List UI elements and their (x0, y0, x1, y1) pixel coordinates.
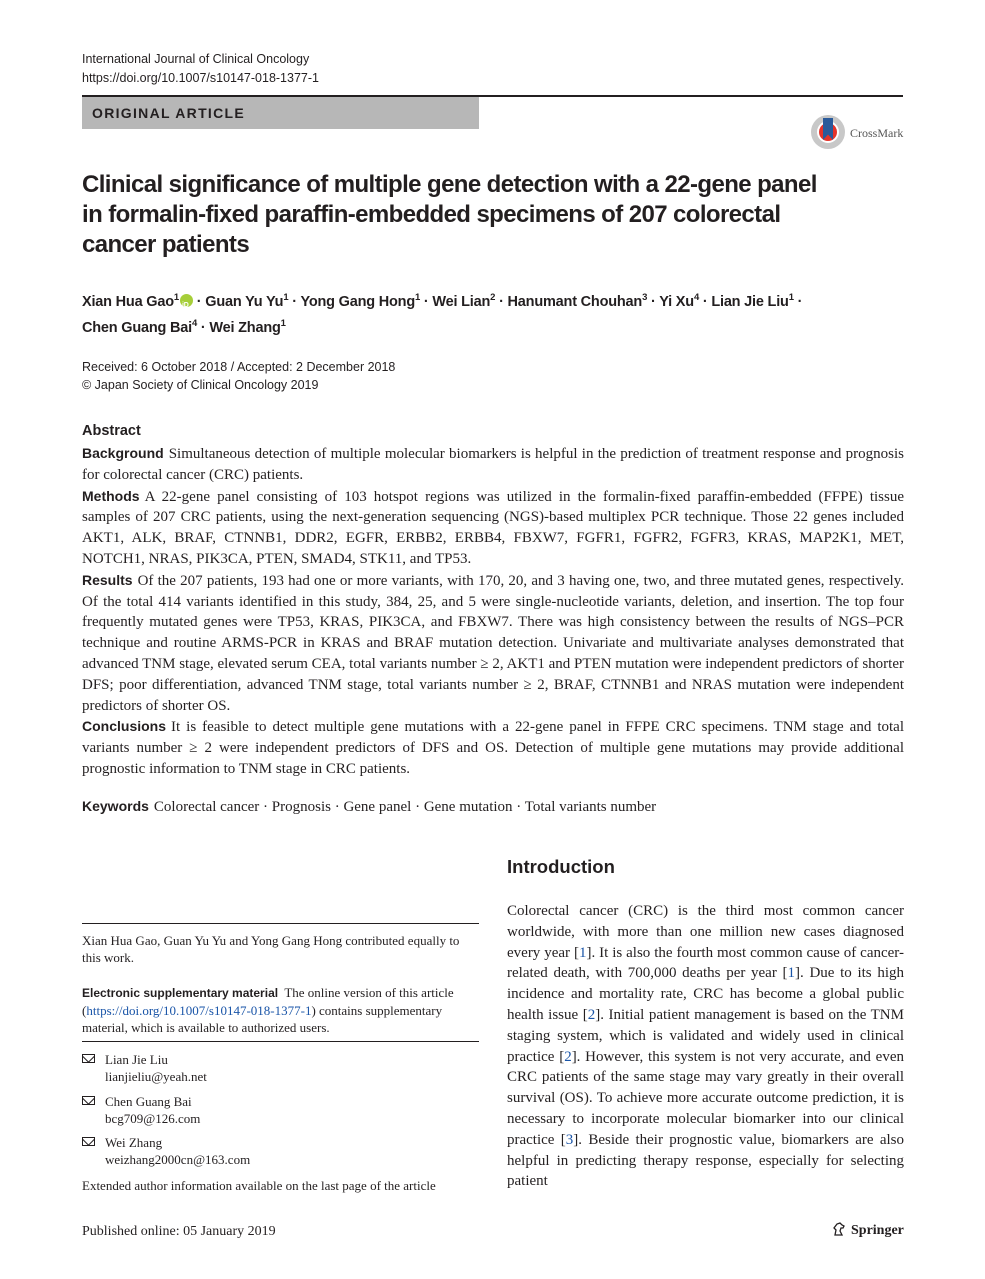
intro-text: ]. Initial patient management is based on the TNM staging system, which is validated and widely used in clinical practice [ (507, 1006, 904, 1065)
results-label: Results (82, 571, 133, 588)
doi-link[interactable]: https://doi.org/10.1007/s10147-018-1377-1 (82, 71, 319, 85)
abstract-body (82, 443, 904, 780)
author-name[interactable]: Wei Zhang (209, 319, 281, 336)
abstract-background (82, 443, 904, 486)
article-type-banner (82, 97, 479, 129)
intro-text: ]. Beside their prognostic value, biomarkers are also helpful in predicting therapy response, especially for selecting patient (507, 1131, 904, 1190)
envelope-icon (82, 1096, 95, 1105)
author-name[interactable]: Xian Hua Gao (82, 293, 174, 310)
article-dates (82, 358, 395, 394)
abstract-heading: Abstract (82, 423, 141, 439)
citation-link[interactable]: 2 (587, 1006, 596, 1023)
author-affiliation: 3 (642, 292, 648, 303)
supplementary-note (82, 984, 479, 1036)
conclusions-label: Conclusions (82, 718, 167, 735)
citation-link[interactable]: 1 (578, 944, 587, 961)
contact-name: Lian Jie Liu (105, 1052, 168, 1067)
supplementary-link[interactable]: https://doi.org/10.1007/s10147-018-1377-1 (86, 1003, 312, 1018)
publisher-name: Springer (851, 1223, 904, 1238)
intro-text: ]. However, this system is not very accurate, and even CRC patients of the same stage may vary greatly in their overall survival (OS). To achieve more accurate outcome prediction, it is necessary to incorporate molecular biomarker into our clinical practice [ (507, 1048, 904, 1148)
background-text: Simultaneous detection of multiple molecular biomarkers is helpful in the prediction of treatment response and prognosis for colorectal cancer (CRC) patients. (82, 446, 904, 483)
contribution-note: Xian Hua Gao, Guan Yu Yu and Yong Gang Hong contributed equally to this work. (82, 933, 460, 965)
methods-label: Methods (82, 487, 140, 504)
abstract-methods (82, 486, 904, 570)
orcid-icon[interactable] (180, 294, 193, 307)
author-name[interactable]: Chen Guang Bai (82, 319, 192, 336)
author-name[interactable]: Guan Yu Yu (205, 293, 284, 310)
published-date: Published online: 05 January 2019 (82, 1224, 276, 1239)
journal-name: International Journal of Clinical Oncology (82, 52, 310, 66)
envelope-icon (82, 1137, 95, 1146)
introduction-heading: Introduction (507, 856, 615, 877)
results-text: Of the 207 patients, 193 had one or more variants, with 170, 20, and 3 having one, two, and three mutated genes, respectively. Of the total 414 variants identified in this study, 384, 25, and 5 were single-nucleotide variants, deletion, and insertion. The top four frequently mutated genes were TP53, KRAS, PIK3CA, and FBXW7. There was high consistency between the results of NGS–PCR technique and routine ARMS-PCR in KRAS and BRAF mutation detection. Univariate and multivariate analyses demonstrated that advanced TNM stage, elevated serum CEA, total variants number ≥ 2, AKT1 and PTEN mutation were independent predictors of shorter DFS; poor differentiation, advanced TNM stage, total variants number ≥ 2, BRAF, CTNNB1 and NRAS mutation were independent predictors of shorter OS. (82, 572, 904, 714)
author-name[interactable]: Wei Lian (432, 293, 491, 310)
supplementary-text: The online version of this article ( (82, 985, 454, 1018)
author-affiliation: 1 (173, 292, 179, 303)
methods-text: A 22-gene panel consisting of 103 hotspot regions was utilized in the formalin-fixed paraffin-embedded (FFPE) tissue samples of 207 CRC patients, using the next-generation sequencing (NGS)-based multiplex PCR technique. Those 22 genes included AKT1, ALK, BRAF, CTNNB1, DDR2, EGFR, ERBB2, ERBB4, FBXW7, FGFR1, FGFR2, FGFR3, KRAS, MAP2K1, MET, NOTCH1, NRAS, PIK3CA, PTEN, SMAD4, STK11, and TP53. (82, 488, 904, 567)
crossmark-label: CrossMark (850, 126, 904, 140)
background-label: Background (82, 445, 164, 461)
citation-link[interactable]: 2 (564, 1048, 572, 1065)
copyright: © Japan Society of Clinical Oncology 2019 (82, 378, 319, 392)
author-affiliation: 4 (192, 317, 198, 329)
conclusions-text: It is feasible to detect multiple gene mutations with a 22-gene panel in FFPE CRC specimens. TNM stage and total variants number ≥ 2 were independent predictors of DFS and OS. Detection of multiple gene mutations may provide additional prognostic information to TNM stage in CRC patients. (82, 719, 904, 777)
author-list: Xian Hua Gao$^1$iD · Guan Yu $Yu^1$ · Yong Gang Hong$^1$ · Wei Lian$^2$ · Hanumant Chouhan$^3$ · Yi $Xu^4$ · Lian Jie Liu$^1$ · Chen Guang Bai$^4$ · Wei Zhang$^1$ (82, 287, 904, 339)
abstract-conclusions (82, 716, 904, 779)
contact-name: Chen Guang Bai (105, 1094, 192, 1109)
author-name[interactable]: Lian Jie Liu (711, 293, 789, 310)
journal-header (82, 50, 319, 88)
intro-text: Colorectal cancer (CRC) is the third most common cancer worldwide, with more than one million new cases diagnosed every year [ (507, 903, 904, 961)
envelope-icon (82, 1054, 95, 1063)
contact-email[interactable]: bcg709@126.com (105, 1111, 201, 1126)
author-affiliation: 2 (490, 292, 496, 303)
author-affiliation: 1 (788, 292, 794, 303)
contact-email[interactable]: lianjieliu@yeah.net (105, 1069, 207, 1084)
intro-text: ]. Due to its high incidence and mortality rate, CRC has become a global public health issue [ (507, 965, 904, 1023)
springer-horse-icon (832, 1222, 846, 1236)
intro-text: ]. It is also the fourth most common cause of cancer-related death, with 700,000 deaths per year [ (507, 944, 904, 982)
article-title: Clinical significance of multiple gene detection with a 22-gene panel in formalin-fixed paraffin-embedded specimens of 207 colorectal cancer patients (82, 171, 817, 258)
crossmark-icon (811, 115, 845, 149)
keywords (82, 798, 656, 816)
article-type-label: ORIGINAL ARTICLE (92, 105, 246, 121)
received-accepted: Received: 6 October 2018 / Accepted: 2 December 2018 (82, 360, 396, 374)
author-affiliation: 1 (414, 292, 421, 303)
publisher-logo (832, 1222, 904, 1239)
author-name[interactable]: Yong Gang Hong (300, 293, 415, 310)
citation-link[interactable]: 3 (565, 1131, 574, 1148)
extended-author-info: Extended author information available on the last page of the article (82, 1178, 436, 1193)
contact-entry (82, 1051, 479, 1085)
abstract-results (82, 570, 904, 717)
contact-name: Wei Zhang (105, 1135, 163, 1150)
author-affiliation: 4 (693, 292, 700, 303)
author-affiliation: 1 (280, 317, 286, 329)
supplementary-label: Electronic supplementary material (82, 986, 279, 1000)
contact-entry (82, 1093, 479, 1127)
keywords-label: Keywords (82, 798, 149, 814)
keywords-text: Colorectal cancer · Prognosis · Gene panel · Gene mutation · Total variants number (153, 799, 657, 815)
author-name[interactable]: Hanumant Chouhan (507, 293, 643, 310)
author-affiliation: 1 (283, 292, 289, 303)
author-name[interactable]: Yi Xu (659, 293, 694, 310)
contact-entry (82, 1134, 479, 1168)
footnote-rule (82, 923, 479, 924)
contact-email[interactable]: weizhang2000cn@163.com (105, 1152, 251, 1167)
crossmark-badge[interactable] (811, 115, 906, 153)
supplementary-text: ) contains supplementary material, which is available to authorized users. (82, 1003, 443, 1035)
citation-link[interactable]: 1 (787, 965, 796, 982)
introduction-body (507, 901, 904, 1192)
footnote-rule (82, 1041, 479, 1042)
